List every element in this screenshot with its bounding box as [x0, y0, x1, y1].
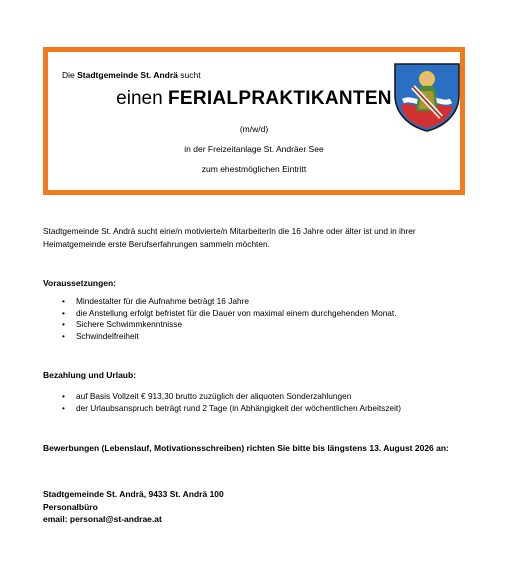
list-item: • der Urlaubsanspruch beträgt rund 2 Tage (in Abhängigkeit der wöchentlichen Arbeitszeit) — [62, 403, 401, 415]
list-item: • Mindestalter für die Aufnahme beträgt 16 Jahre — [62, 296, 397, 308]
payment-heading: Bezahlung und Urlaub: — [43, 370, 137, 380]
list-item: • Sichere Schwimmkenntnisse — [62, 319, 397, 331]
job-start: zum ehestmöglichen Eintritt — [201, 164, 307, 174]
list-item: • Schwindelfreiheit — [62, 331, 397, 343]
application-deadline: Bewerbungen (Lebenslauf, Motivationsschreiben) richten Sie bitte bis längstens 13. August 2026 an: — [43, 443, 449, 453]
job-header-box — [43, 47, 465, 195]
municipality-name: Stadtgemeinde St. Andrä — [77, 70, 178, 80]
list-item: • auf Basis Vollzeit € 913,30 brutto zuzüglich der aliquoten Sonderzahlungen — [62, 391, 401, 403]
contact-block — [43, 488, 483, 526]
job-location: in der Freizeitanlage St. Andräer See — [184, 144, 324, 154]
intro-paragraph: Stadtgemeinde St. Andrä sucht eine/n motivierte/n MitarbeiterIn die 16 Jahre oder älter ist und in ihrer Heimatgemeinde erste Berufserfahrungen sammeln möchten. — [43, 226, 416, 249]
payment-list — [62, 391, 401, 414]
contact-department: Personalbüro — [43, 501, 98, 512]
job-title: einen FERIALPRAKTIKANTEN — [116, 88, 392, 109]
list-item: • die Anstellung erfolgt befristet für die Dauer von maximal einem durchgehenden Monat. — [62, 308, 397, 320]
requirements-heading: Voraussetzungen: — [43, 278, 117, 288]
gender-note: (m/w/d) — [239, 124, 269, 134]
coat-of-arms-icon — [391, 61, 463, 133]
header-intro: Die Stadtgemeinde St. Andrä sucht — [62, 70, 201, 80]
contact-email: email: personal@st-andrae.at — [43, 514, 162, 524]
requirements-list — [62, 296, 397, 342]
contact-address: Stadtgemeinde St. Andrä, 9433 St. Andrä 100 — [43, 489, 224, 499]
